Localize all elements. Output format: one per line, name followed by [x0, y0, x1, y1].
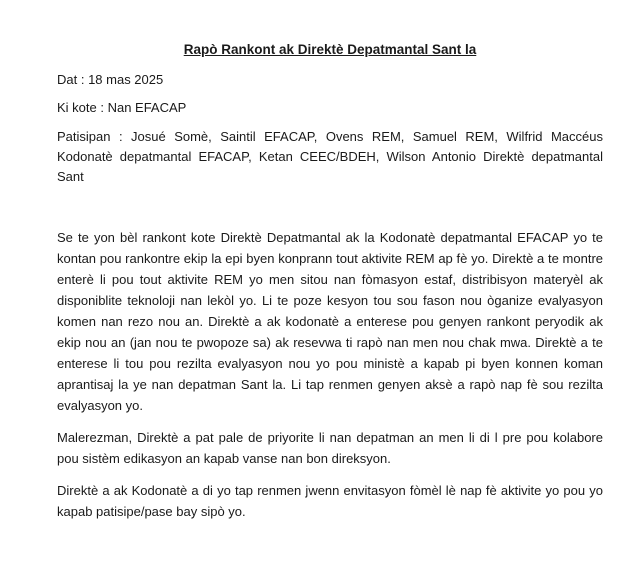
- body-paragraph-3: Direktè a ak Kodonatè a di yo tap renmen jwenn envitasyon fòmèl lè nap fè aktivite yo pou yo kapab patisipe/pase bay sipò yo.: [57, 483, 603, 519]
- document-page: [57, 41, 603, 533]
- location-line: Ki kote : Nan EFACAP: [57, 100, 187, 115]
- date-line: Dat : 18 mas 2025: [57, 72, 164, 87]
- body-paragraph-2: Malerezman, Direktè a pat pale de priyorite li nan depatman an men li di l pre pou kolabore pou sistèm edikasyon an kapab vanse nan bon direksyon.: [57, 430, 603, 466]
- participants-paragraph: Patisipan : Josué Somè, Saintil EFACAP, Ovens REM, Samuel REM, Wilfrid Maccéus Kodonatè depatmantal EFACAP, Ketan CEEC/BDEH, Wilson Antonio Direktè depatmantal Sant: [57, 129, 603, 184]
- document-title: Rapò Rankont ak Direktè Depatmantal Sant la: [183, 42, 477, 57]
- body-paragraph-1: Se te yon bèl rankont kote Direktè Depatmantal ak la Kodonatè depatmantal EFACAP yo te kontan pou rankontre ekip la epi byen konprann tout aktivite REM ap fè yo. Direktè a te montre enterè li pou tout aktivite REM yo men sitou nan fòmasyon estaf, distribisyon materyèl ak disponiblite teknoloji nan lekòl yo. Li te poze kesyon tou sou fason nou òganize evalyasyon komen nan rezo nou an. Direktè a ak kodonatè a enterese pou genyen rankont peryodik ak ekip nou an (jan nou te pwopoze sa) ak resevwa ti rapò nan men nou chak mwa. Direktè a te enterese li tou pou rezilta evalyasyon nou yo pou ministè a kapab pi byen konnen koman aprantisaj la ye nan depatman Sant la. Li tap renmen genyen aksè a rapò nap fè sou rezilta evalyasyon yo.: [57, 230, 603, 413]
